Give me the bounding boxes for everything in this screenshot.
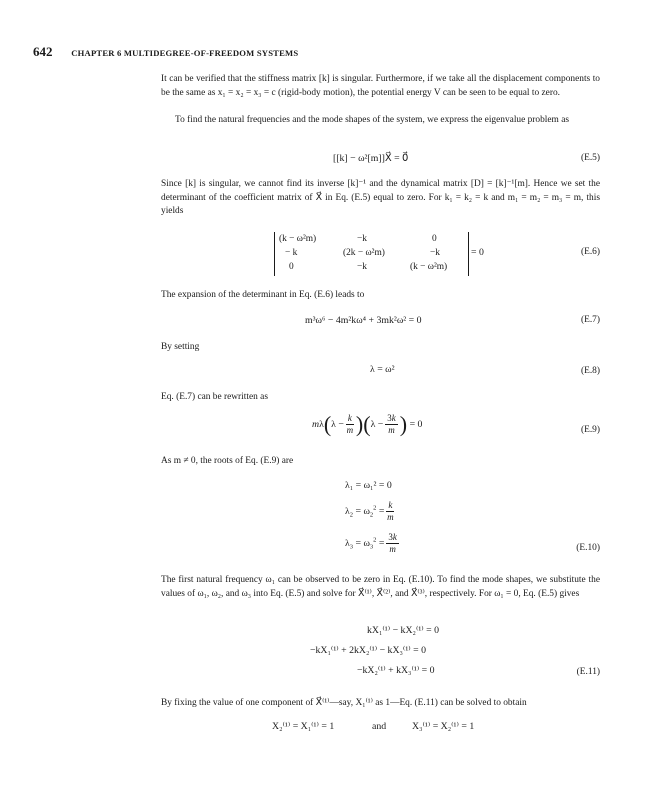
equation-final-right: X₃⁽¹⁾ = X₂⁽¹⁾ = 1 xyxy=(412,721,475,732)
equation-e10-lambda3: $\lambda_3 = \omega_3^2$ = $\frac{3k}{m}$ xyxy=(345,532,397,554)
equation-e11-row3: −kX₂⁽¹⁾ + kX₃⁽¹⁾ = 0 xyxy=(357,665,435,676)
det-cell: (k − ω²m) xyxy=(410,262,448,272)
paragraph-eigenvalue-text: To find the natural frequencies and the mode shapes of the system, we express the eigenvalue problem as xyxy=(175,115,570,125)
paragraph-mode-shapes: The first natural frequency ω₁ can be observed to be zero in Eq. (E.10). To find the mode shapes, we substitute the values of ω₁, ω₂, and ω₃ into Eq. (E.5) and solve for X⃗⁽¹⁾, X⃗⁽²⁾, and X⃗⁽³⁾, respectively. For ω₁ = 0, Eq. (E.5) gives xyxy=(161,575,600,599)
paragraph-singular-stiffness: It can be verified that the stiffness matrix [k] is singular. Furthermore, if we take all the displacement components to be the same as x₁ = x₂ = x₃ = c (rigid-body motion), the potential energy V can be seen to be equal to zero. xyxy=(161,74,600,98)
equation-e11-row2: −kX₁⁽¹⁾ + 2kX₂⁽¹⁾ − kX₃⁽¹⁾ = 0 xyxy=(310,645,427,656)
det-cell: −k xyxy=(357,262,367,272)
equation-e10-lambda2: $\lambda_2 = \omega_2^2$ = $\frac{k}{m}$ xyxy=(345,500,394,522)
equation-e11-row1: kX₁⁽¹⁾ − kX₂⁽¹⁾ = 0 xyxy=(367,625,440,636)
paragraph-rewritten: Eq. (E.7) can be rewritten as xyxy=(161,392,268,402)
equation-final-left: X₂⁽¹⁾ = X₁⁽¹⁾ = 1 xyxy=(272,721,335,732)
paragraph-determinant-intro: Since [k] is singular, we cannot find its inverse [k]⁻¹ and the dynamical matrix [D] = [k]⁻¹[m]. Hence we set the determinant of the coefficient matrix of X⃗ in Eq. (E.5) equal to zero. For k₁ = k₂ = k and m₁ = m₂ = m₃ = m, this yields xyxy=(161,179,600,217)
equation-label-e10: (E.10) xyxy=(576,543,600,553)
equation-e5: [[k] − ω²[m]]X⃗ = 0⃗ xyxy=(333,153,409,164)
equation-e7: m³ω⁶ − 4m²kω⁴ + 3mk²ω² = 0 xyxy=(305,315,422,326)
page-header xyxy=(33,44,298,60)
det-cell: − k xyxy=(285,248,298,258)
paragraph-fixing-component: By fixing the value of one component of X⃗⁽¹⁾—say, X₁⁽¹⁾ as 1—Eq. (E.11) can be solved to obtain xyxy=(161,698,527,708)
equation-e6-determinant xyxy=(274,232,469,276)
paragraph-expansion: The expansion of the determinant in Eq. (E.6) leads to xyxy=(161,290,365,300)
det-cell: 0 xyxy=(432,234,437,244)
equation-label-e11: (E.11) xyxy=(576,667,600,677)
det-cell: (2k − ω²m) xyxy=(343,248,385,258)
equation-e8: λ = ω² xyxy=(370,364,395,375)
equation-e6-rhs: = 0 xyxy=(471,247,484,258)
det-cell: −k xyxy=(430,248,440,258)
det-cell: −k xyxy=(357,234,367,244)
equation-final-and: and xyxy=(372,721,387,732)
equation-label-e9: (E.9) xyxy=(580,425,600,435)
chapter-title: CHAPTER 6 MULTIDEGREE-OF-FREEDOM SYSTEMS xyxy=(71,48,299,58)
equation-label-e8: (E.8) xyxy=(580,366,600,376)
equation-label-e6: (E.6) xyxy=(580,247,600,257)
paragraph-by-setting: By setting xyxy=(161,342,200,352)
equation-e9: mλ(λ − $\frac{k}{m}$ )(λ − $\frac{3k}{m}$ ) = 0 xyxy=(312,411,423,437)
det-cell: (k − ω²m) xyxy=(279,234,317,244)
equation-label-e7: (E.7) xyxy=(580,315,600,325)
paragraph-roots: As m ≠ 0, the roots of Eq. (E.9) are xyxy=(161,456,294,466)
det-cell: 0 xyxy=(289,262,294,272)
equation-e10-lambda1: λ₁ = ω₁² = 0 xyxy=(345,480,392,491)
equation-label-e5: (E.5) xyxy=(580,153,600,163)
paragraph-eigenvalue-intro xyxy=(161,114,600,128)
page-number: 642 xyxy=(33,44,53,59)
